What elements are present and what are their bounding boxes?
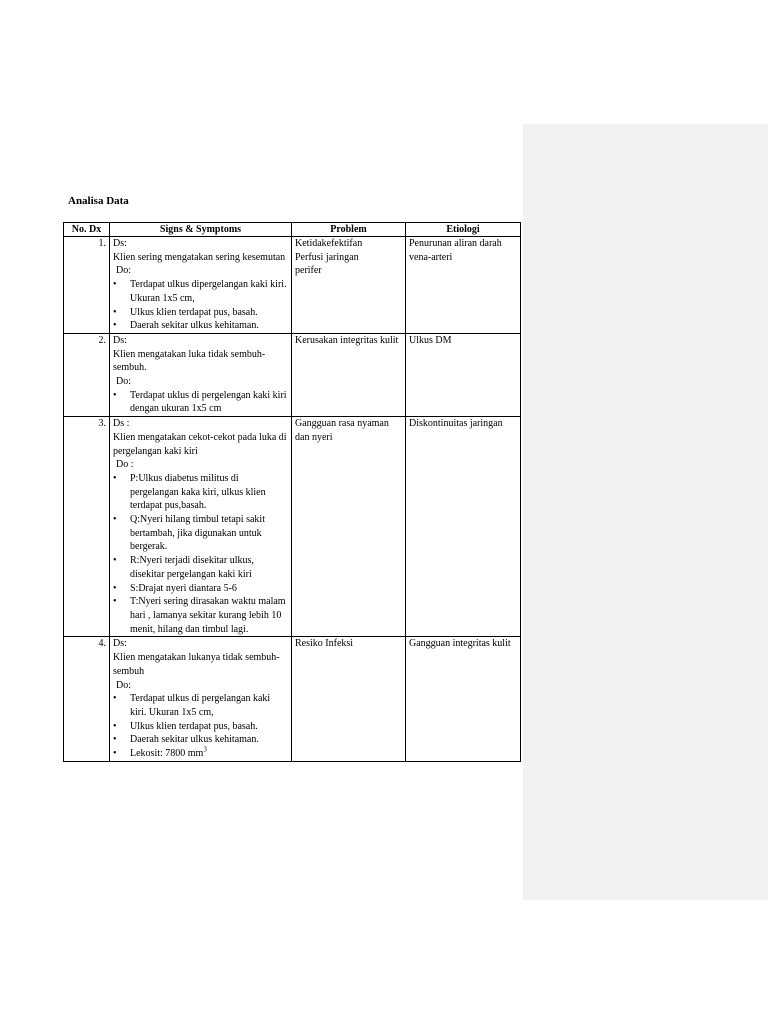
signs-symptoms-cell — [110, 637, 292, 761]
header-no-dx: No. Dx — [64, 223, 110, 237]
lab-unit-exponent: 3 — [203, 745, 207, 754]
do-label: Do: — [116, 265, 131, 277]
signs-symptoms-cell — [110, 417, 292, 637]
ds-text: Klien mengatakan luka tidak sembuh-sembuh. — [113, 348, 266, 374]
etiologi-cell: Penurunan aliran darah vena-arteri — [406, 237, 521, 334]
list-item-lab — [113, 747, 288, 761]
list-item: • Daerah sekitar ulkus kehitaman. — [113, 319, 288, 333]
list-item: • Terdapat ulkus di pergelangan kaki kiri. Ukuran 1x5 cm, — [113, 692, 288, 719]
do-list — [113, 472, 288, 636]
do-label: Do: — [116, 376, 131, 388]
ds-label: Ds : — [113, 418, 130, 430]
dx-number: 2. — [64, 333, 110, 416]
problem-cell — [292, 333, 406, 416]
list-item: • Daerah sekitar ulkus kehitaman. — [113, 733, 288, 747]
ds-text: Klien mengatakan cekot-cekot pada luka di pergelangan kaki kiri — [113, 431, 287, 457]
ds-label: Ds: — [113, 334, 127, 346]
list-item: • Terdapat uklus di pergelengan kaki kiri dengan ukuran 1x5 cm — [113, 389, 288, 416]
signs-symptoms-cell — [110, 237, 292, 334]
table-row — [64, 417, 521, 637]
problem-line: Resiko Infeksi — [295, 638, 354, 650]
ds-text: Klien sering mengatakan sering kesemutan — [113, 251, 286, 263]
table-row — [64, 637, 521, 761]
list-item: • S:Drajat nyeri diantara 5-6 — [113, 582, 288, 596]
dx-number: 4. — [64, 637, 110, 761]
header-signs-symptoms: Signs & Symptoms — [110, 223, 292, 237]
list-item: • T:Nyeri sering dirasakan waktu malam hari , lamanya sekitar kurang lebih 10 menit, hilang dan timbul lagi. — [113, 595, 288, 636]
lab-value: Lekosit: 7800 mm — [130, 748, 204, 760]
table-header-row — [64, 223, 521, 237]
do-list — [113, 278, 288, 333]
table-row — [64, 237, 521, 334]
do-label: Do: — [116, 679, 131, 691]
header-etiologi: Etiologi — [406, 223, 521, 237]
problem-cell — [292, 237, 406, 334]
ds-label: Ds: — [113, 638, 127, 650]
etiologi-cell: Ulkus DM — [406, 333, 521, 416]
problem-line: Gangguan rasa nyaman dan nyeri — [295, 418, 389, 443]
list-item: • Terdapat ulkus dipergelangan kaki kiri. Ukuran 1x5 cm, — [113, 278, 288, 305]
dx-number: 1. — [64, 237, 110, 334]
do-list — [113, 389, 288, 416]
list-item: • Q:Nyeri hilang timbul tetapi sakit bertambah, jika digunakan untuk bergerak. — [113, 513, 288, 554]
list-item: • Ulkus klien terdapat pus, basah. — [113, 720, 288, 734]
problem-cell — [292, 637, 406, 761]
analisa-data-table — [63, 222, 521, 762]
list-item: • R:Nyeri terjadi disekitar ulkus, disekitar pergelangan kaki kiri — [113, 554, 288, 581]
table-row — [64, 333, 521, 416]
etiologi-cell: Diskontinuitas jaringan — [406, 417, 521, 637]
problem-line: Perfusi jaringan — [295, 251, 359, 263]
do-label: Do : — [116, 459, 134, 471]
list-item: • P:Ulkus diabetus militus di pergelangan kaka kiri, ulkus klien terdapat pus,basah. — [113, 472, 288, 513]
problem-line: Ketidakefektifan — [295, 238, 363, 249]
do-list — [113, 692, 288, 761]
ds-label: Ds: — [113, 238, 127, 249]
header-problem: Problem — [292, 223, 406, 237]
document-title: Analisa Data — [68, 195, 129, 207]
signs-symptoms-cell — [110, 333, 292, 416]
dx-number: 3. — [64, 417, 110, 637]
comment-pane — [523, 124, 768, 900]
list-item: • Ulkus klien terdapat pus, basah. — [113, 306, 288, 320]
problem-line: perifer — [295, 265, 322, 277]
etiologi-cell: Gangguan integritas kulit — [406, 637, 521, 761]
problem-cell — [292, 417, 406, 637]
problem-line: Kerusakan integritas kulit — [295, 334, 399, 346]
ds-text: Klien mengatakan lukanya tidak sembuh-sembuh — [113, 652, 280, 677]
